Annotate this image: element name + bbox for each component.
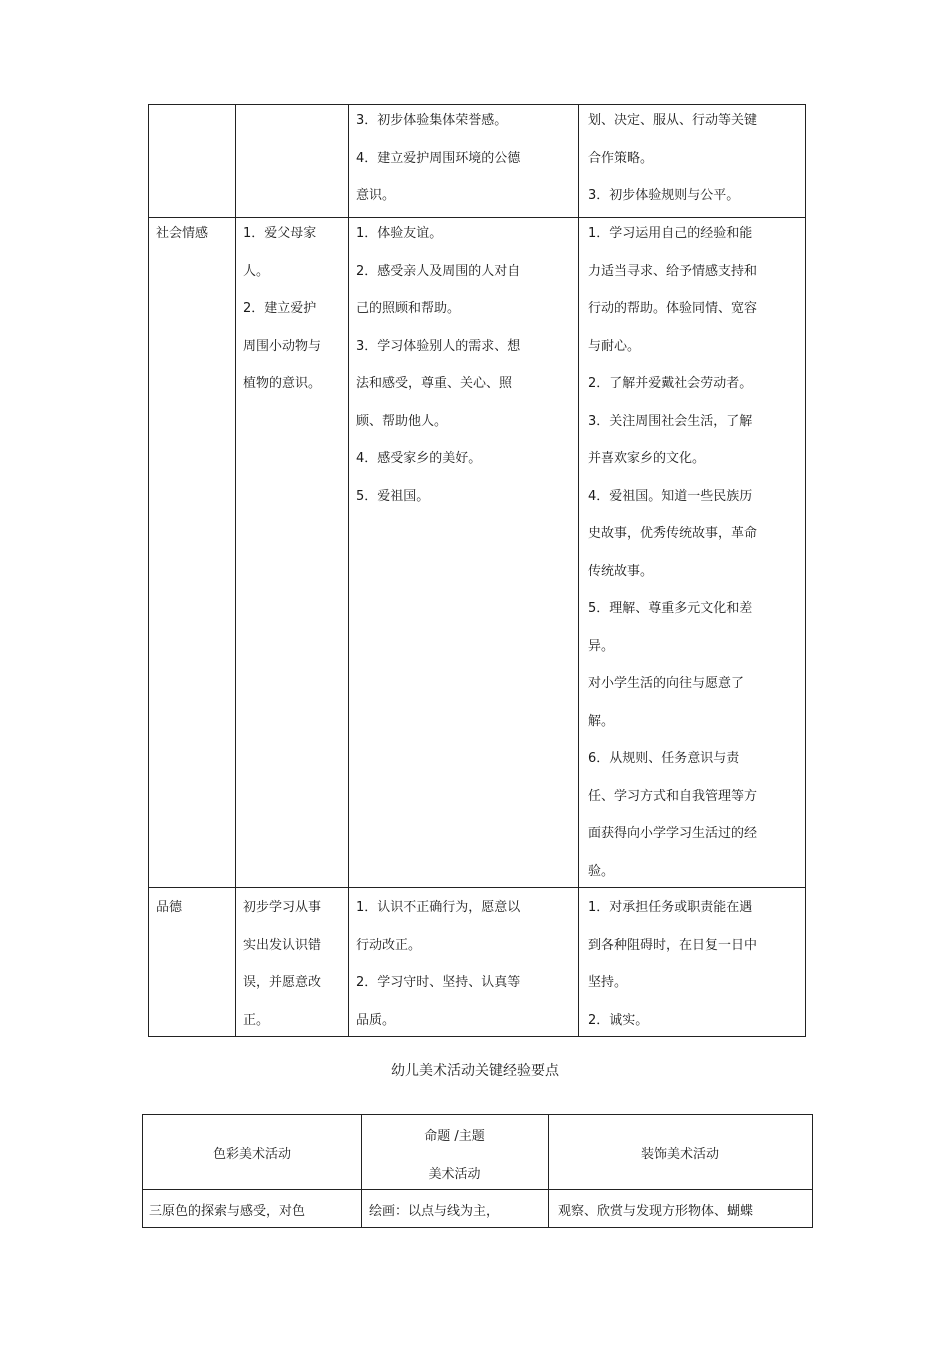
cell-line: 正。 — [243, 1012, 270, 1028]
cell-line: 验。 — [588, 863, 615, 879]
cell-line: 实出发认识错 — [243, 937, 322, 953]
cell-line: 史故事，优秀传统故事，革命 — [588, 526, 758, 541]
cell-line: 2．了解并爱戴社会劳动者。 — [588, 376, 753, 391]
cell-line: 行动改正。 — [356, 937, 422, 953]
cell-line: 2．学习守时、坚持、认真等 — [356, 975, 521, 990]
cell-line: 2．建立爱护 — [243, 301, 317, 316]
cell-line: 1．体验友谊。 — [356, 226, 443, 241]
cell-line: 1．学习运用自己的经验和能 — [588, 226, 753, 241]
cell-line: 4．建立爱护周围环境的公德 — [356, 150, 521, 166]
cell-line: 解。 — [588, 713, 615, 729]
row1-col2: 绘画：以点与线为主， — [369, 1204, 500, 1219]
cell-line: 坚持。 — [588, 975, 628, 990]
cell-line: 法和感受，尊重、关心、照 — [356, 376, 513, 391]
cell-line: 6．从规则、任务意识与责 — [588, 751, 740, 766]
category-label: 社会情感 — [156, 226, 209, 241]
cell-line: 对小学生活的向往与愿意了 — [588, 676, 745, 691]
cell-line: 面获得向小学学习生活过的经 — [588, 826, 758, 841]
column-divider — [348, 105, 349, 1036]
cell-line: 5．爱祖国。 — [356, 488, 430, 504]
cell-line: 2．诚实。 — [588, 1012, 649, 1028]
cell-line: 1．对承担任务或职责能在遇 — [588, 900, 753, 915]
cell-line: 5．理解、尊重多元文化和差 — [588, 601, 753, 616]
header-decorative-art: 装饰美术活动 — [640, 1147, 719, 1162]
row1-col4-cell — [588, 102, 757, 215]
column-divider — [578, 105, 579, 1036]
column-divider — [235, 105, 236, 1036]
cell-line: 3．关注周围社会生活，了解 — [588, 413, 753, 429]
row2-col3-cell — [356, 215, 520, 515]
cell-line: 传统故事。 — [588, 563, 654, 579]
header-color-art: 色彩美术活动 — [212, 1147, 291, 1162]
cell-line: 误，并愿意改 — [243, 975, 322, 990]
row3-category-cell — [156, 889, 182, 927]
row-divider — [143, 1189, 812, 1190]
header-theme-art-line2: 美术活动 — [428, 1167, 481, 1182]
cell-line: 4．感受家乡的美好。 — [356, 451, 482, 466]
row3-col3-cell — [356, 889, 520, 1039]
cell-line: 任、学习方式和自我管理等方 — [588, 788, 758, 804]
cell-line: 力适当寻求、给予情感支持和 — [588, 263, 758, 279]
row2-col2-cell — [243, 215, 321, 403]
cell-line: 行动的帮助。体验同情、宽容 — [588, 301, 758, 316]
cell-line: 2．感受亲人及周围的人对自 — [356, 263, 521, 279]
art-activity-table — [142, 1114, 813, 1228]
cell-line: 到各种阻碍时，在日复一日中 — [588, 937, 758, 953]
cell-line: 异。 — [588, 638, 615, 654]
column-divider — [548, 1115, 549, 1227]
section-heading: 幼儿美术活动关键经验要点 — [391, 1063, 559, 1079]
row2-category-cell — [156, 215, 208, 253]
cell-line: 周围小动物与 — [243, 338, 322, 354]
cell-line: 3．初步体验集体荣誉感。 — [356, 113, 508, 128]
cell-line: 划、决定、服从、行动等关键 — [588, 113, 758, 128]
header-theme-art-line1: 命题 /主题 — [424, 1129, 485, 1144]
row2-col4-cell — [588, 215, 757, 890]
cell-line: 1．认识不正确行为，愿意以 — [356, 900, 521, 915]
row3-col2-cell — [243, 889, 321, 1039]
cell-line: 4．爱祖国。知道一些民族历 — [588, 488, 753, 504]
row1-col1: 三原色的探索与感受，对色 — [149, 1204, 306, 1219]
cell-line: 顾、帮助他人。 — [356, 413, 448, 429]
cell-line: 3．初步体验规则与公平。 — [588, 188, 740, 203]
cell-line: 己的照顾和帮助。 — [356, 301, 461, 316]
cell-line: 1．爱父母家 — [243, 226, 317, 241]
cell-line: 意识。 — [356, 188, 396, 203]
cell-line: 人。 — [243, 263, 270, 279]
category-label: 品德 — [156, 900, 183, 915]
cell-line: 合作策略。 — [588, 150, 654, 166]
row1-col3: 观察、欣赏与发现方形物体、蝴蝶 — [558, 1204, 754, 1219]
cell-line: 与耐心。 — [588, 338, 641, 354]
cell-line: 品质。 — [356, 1012, 396, 1028]
cell-line: 并喜欢家乡的文化。 — [588, 451, 706, 466]
cell-line: 初步学习从事 — [243, 900, 322, 915]
development-table — [148, 104, 806, 1037]
row3-col4-cell — [588, 889, 757, 1039]
cell-line: 3．学习体验别人的需求、想 — [356, 338, 521, 354]
row1-col3-cell — [356, 102, 520, 215]
cell-line: 植物的意识。 — [243, 376, 322, 391]
